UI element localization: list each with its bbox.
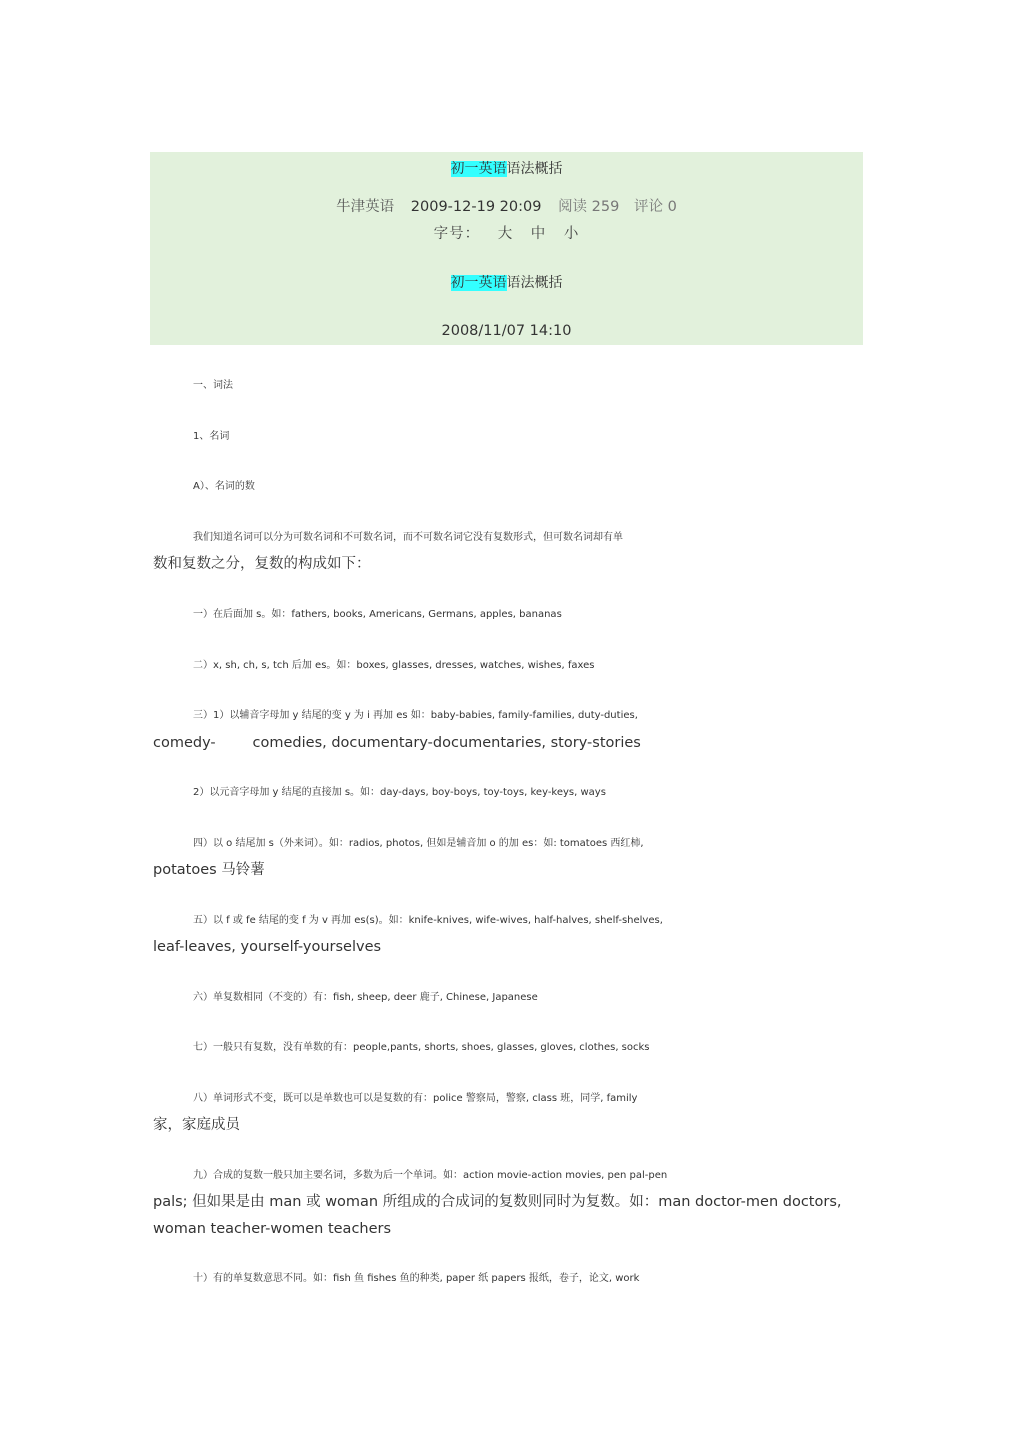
paragraph-line: 数和复数之分，复数的构成如下： bbox=[153, 556, 371, 572]
paragraph-line: 一）在后面加 s。如：fathers, books, Americans, Germans, apples, bananas bbox=[193, 609, 562, 620]
subtitle-rest: 语法概括 bbox=[506, 275, 563, 291]
article-title bbox=[150, 158, 863, 178]
paragraph-line: 2）以元音字母加 y 结尾的直接加 s。如：day-days, boy-boys, toy-toys, key-keys, ways bbox=[193, 787, 606, 798]
paragraph-line: comedy- comedies, documentary-documentaries, story-stories bbox=[153, 735, 641, 751]
paragraph-line: 四）以 o 结尾加 s（外来词）。如：radios, photos, 但如是辅音加 o 的加 es：如: tomatoes 西红柿, bbox=[193, 838, 644, 849]
author-link[interactable]: 牛津英语 bbox=[336, 199, 395, 215]
paragraph-line: 二）x, sh, ch, s, tch 后加 es。如：boxes, glasses, dresses, watches, wishes, faxes bbox=[193, 660, 595, 671]
paragraph-line: 家，家庭成员 bbox=[153, 1117, 240, 1133]
paragraph-line: woman teacher-women teachers bbox=[153, 1221, 392, 1237]
post-datetime: 2009-12-19 20:09 bbox=[410, 199, 542, 215]
paragraph-line: potatoes 马铃薯 bbox=[153, 862, 265, 878]
paragraph-line: 三）1）以辅音字母加 y 结尾的变 y 为 i 再加 es 如：baby-babies, family-families, duty-duties, bbox=[193, 710, 638, 721]
font-size-label: 字号： bbox=[433, 226, 481, 242]
paragraph-line: pals; 但如果是由 man 或 woman 所组成的合成词的复数则同时为复数。如：man doctor-men doctors, bbox=[153, 1194, 842, 1210]
subsection-heading: 1、名词 bbox=[193, 431, 230, 442]
article-header bbox=[150, 152, 863, 345]
font-size-large[interactable]: 大 bbox=[497, 226, 514, 242]
subsection-heading: A）、名词的数 bbox=[193, 481, 255, 492]
font-size-selector bbox=[150, 222, 863, 243]
original-date: 2008/11/07 14:10 bbox=[441, 323, 572, 339]
comment-count[interactable]: 评论 0 bbox=[633, 199, 677, 215]
paragraph-line: 九）合成的复数一般只加主要名词，多数为后一个单词。如：action movie-action movies, pen pal-pen bbox=[193, 1170, 668, 1181]
title-rest: 语法概括 bbox=[506, 161, 563, 177]
article-meta bbox=[150, 195, 863, 216]
paragraph-line: 七）一般只有复数，没有单数的有：people,pants, shorts, shoes, glasses, gloves, clothes, socks bbox=[193, 1042, 650, 1053]
section-heading: 一、词法 bbox=[193, 380, 233, 391]
title-highlight: 初一英语 bbox=[450, 161, 507, 177]
subtitle-highlight: 初一英语 bbox=[450, 275, 507, 291]
read-count: 阅读 259 bbox=[558, 199, 620, 215]
paragraph-line: 十）有的单复数意思不同。如：fish 鱼 fishes 鱼的种类, paper 纸 papers 报纸，卷子，论文, work bbox=[193, 1273, 640, 1284]
font-size-medium[interactable]: 中 bbox=[530, 226, 547, 242]
paragraph-line: 八）单词形式不变，既可以是单数也可以是复数的有：police 警察局，警察, class 班，同学, family bbox=[193, 1093, 638, 1104]
paragraph-line: 我们知道名词可以分为可数名词和不可数名词，而不可数名词它没有复数形式，但可数名词却有单 bbox=[193, 532, 623, 543]
article-subtitle bbox=[150, 272, 863, 292]
paragraph-line: leaf-leaves, yourself-yourselves bbox=[153, 939, 382, 955]
paragraph-line: 六）单复数相同（不变的）有：fish, sheep, deer 鹿子, Chinese, Japanese bbox=[193, 992, 538, 1003]
font-size-small[interactable]: 小 bbox=[563, 226, 580, 242]
paragraph-line: 五）以 f 或 fe 结尾的变 f 为 v 再加 es(s)。如：knife-knives, wife-wives, half-halves, shelf-shelves, bbox=[193, 915, 663, 926]
